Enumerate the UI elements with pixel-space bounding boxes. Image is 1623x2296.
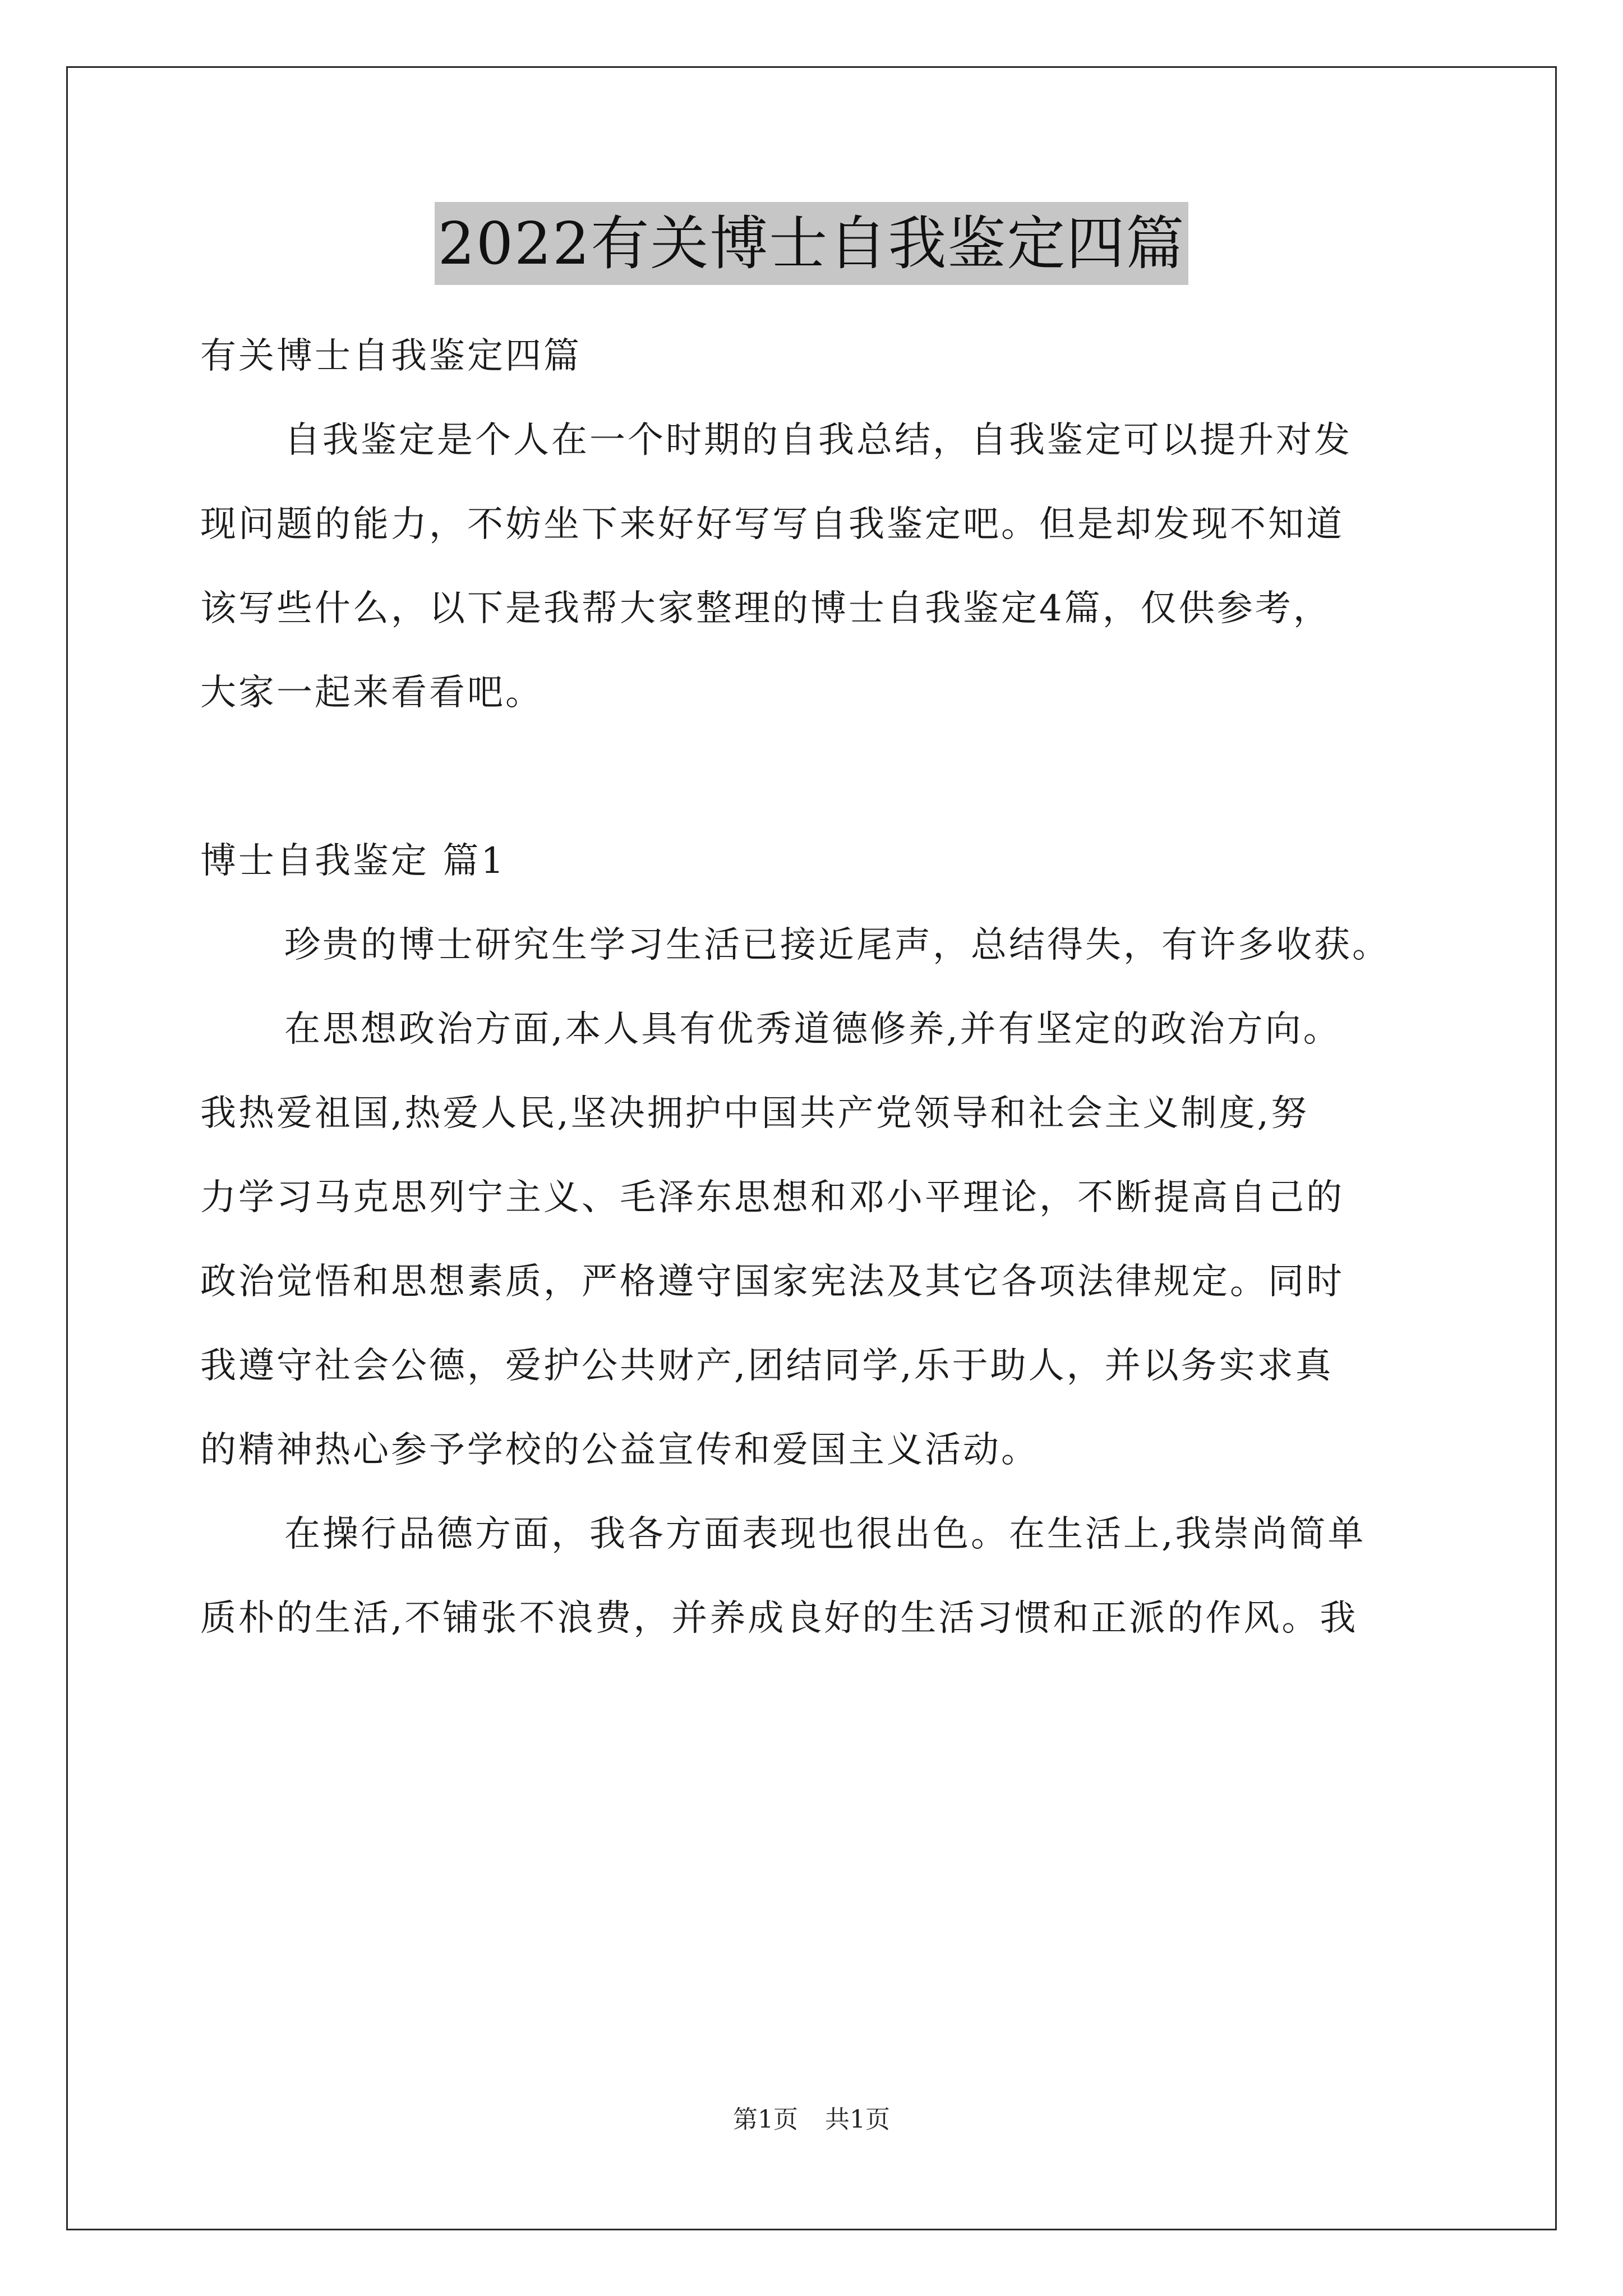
- title-container: [0, 202, 1623, 285]
- body-line: 力学习马克思列宁主义、毛泽东思想和邓小平理论，不断提高自己的: [200, 1177, 1344, 1218]
- paragraph-gap: [200, 735, 1434, 819]
- document-title: 2022有关博士自我鉴定四篇: [435, 202, 1189, 285]
- body-line: 在操行品德方面，我各方面表现也很出色。在生活上,我崇尚简单: [284, 1513, 1366, 1555]
- body-line: 我遵守社会公德，爱护公共财产,团结同学,乐于助人，并以务实求真: [200, 1345, 1334, 1387]
- body-line: 珍贵的博士研究生学习生活已接近尾声，总结得失，有许多收获。: [284, 924, 1390, 966]
- page-number-current: 第1页: [733, 2105, 798, 2134]
- intro-line: 自我鉴定是个人在一个时期的自我总结，自我鉴定可以提升对发: [284, 420, 1352, 461]
- document-body: [200, 314, 1434, 1660]
- body-line: 的精神热心参予学校的公益宣传和爱国主义活动。: [200, 1429, 1039, 1471]
- body-line: 在思想政治方面,本人具有优秀道德修养,并有坚定的政治方向。: [284, 1009, 1341, 1050]
- page-footer: [0, 2099, 1623, 2135]
- intro-line: 大家一起来看看吧。: [200, 672, 543, 714]
- document-subtitle: 有关博士自我鉴定四篇: [200, 335, 582, 377]
- intro-line: 该写些什么，以下是我帮大家整理的博士自我鉴定4篇，仅供参考，: [200, 588, 1331, 629]
- page-number-total: 共1页: [825, 2105, 890, 2134]
- body-line: 质朴的生活,不铺张不浪费，并养成良好的生活习惯和正派的作风。我: [200, 1598, 1358, 1639]
- section-heading: 博士自我鉴定 篇1: [200, 840, 506, 882]
- body-line: 政治觉悟和思想素质，严格遵守国家宪法及其它各项法律规定。同时: [200, 1261, 1344, 1303]
- body-line: 我热爱祖国,热爱人民,坚决拥护中国共产党领导和社会主义制度,努: [200, 1093, 1310, 1134]
- intro-line: 现问题的能力，不妨坐下来好好写写自我鉴定吧。但是却发现不知道: [200, 504, 1344, 545]
